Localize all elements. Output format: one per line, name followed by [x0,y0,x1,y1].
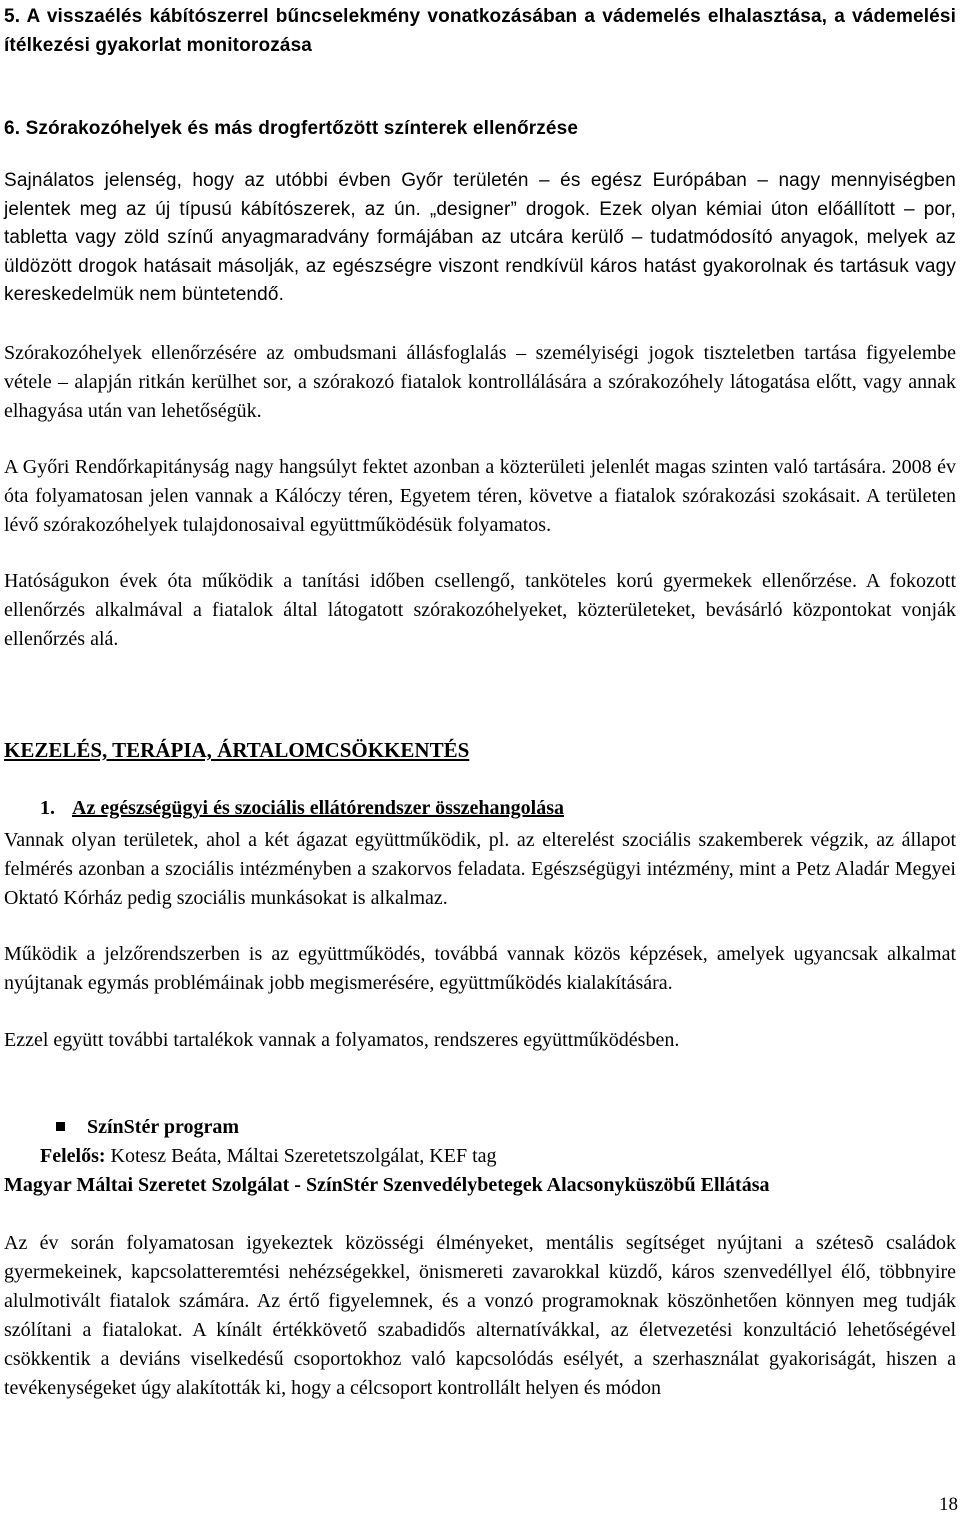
page-number: 18 [939,1494,958,1515]
program-title-row [4,1113,956,1142]
paragraph-reserves: Ezzel együtt további tartalékok vannak a folyamatos, rendszeres együttműködésben. [4,1029,680,1051]
program-responsible [40,1142,940,1171]
responsible-value: Kotesz Beáta, Máltai Szeretetszolgálat, KEF tag [105,1145,497,1167]
program-title: SzínStér program [87,1116,240,1138]
program-org-heading: Magyar Máltai Szeretet Szolgálat - SzínStér Szenvedélybetegek Alacsonyküszöbű Ellátása [4,1174,770,1196]
paragraph-police: A Győri Rendőrkapitányság nagy hangsúlyt fektet azonban a közterületi jelenlét magas szinten való tartására. 2008 év óta folyamatosan jelen vannak a Kálóczy téren, Egyetem téren, követve a fiatalok szórakozási szokásait. A területen lévő szórakozóhelyek tulajdonosaival együttműködésük folyamatos. [4,456,956,536]
program-description: Az év során folyamatosan igyekeztek közösségi élményeket, mentális segítséget nyújtani a szétesõ családok gyermekeinek, kapcsolatteremtési nehézségekkel, önismereti zavarokkal küzdő, káros szenvedéllyel élő, többnyire alulmotivált fiatalok számára. Az értő figyelemnek, és a vonzó programoknak köszönhetően könnyen meg tudják szólítani a fiatalokat. A kínált értékkövető szabadidős alternatívákkal, az életvezetési konzultáció lehetőségével csökkentik a deviáns viselkedésű csoportokhoz való kapcsolódás esélyét, a szerhasználat gyakoriságát, hiszen a tevékenységeket úgy alakították ki, hogy a célcsoport kontrollált helyen és módon [4,1232,956,1399]
section5-heading: 5. A visszaélés kábítószerrel bűncselekmény vonatkozásában a vádemelés elhalasztása, a vádemelési ítélkezési gyakorlat monitorozása [4,6,956,56]
paragraph-cooperation: Vannak olyan területek, ahol a két ágazat együttműködik, pl. az elterelést szociális szakemberek végzik, az állapot felmérés azonban a szociális intézményben a szakorvos feladata. Egészségügyi intézmény, mint a Petz Aladár Megyei Oktató Kórház pedig szociális munkásokat is alkalmaz. [4,829,956,909]
paragraph-ombudsman: Szórakozóhelyek ellenőrzésére az ombudsmani állásfoglalás – személyiségi jogok tiszteletben tartása figyelembe vétele – alapján ritkán kerülhet sor, a szórakozó fiatalok kontrollálására a szórakozóhely látogatása előtt, vagy annak elhagyása után van lehetőségük. [4,342,956,422]
square-bullet-icon [56,1122,65,1131]
subsection-1-heading [40,797,940,820]
main-heading: KEZELÉS, TERÁPIA, ÁRTALOMCSÖKKENTÉS [4,738,470,762]
responsible-label: Felelős: [40,1145,106,1167]
paragraph-designer-drugs: Sajnálatos jelenség, hogy az utóbbi évben Győr területén – és egész Európában – nagy mennyiségben jelentek meg az új típusú kábítószerek, az ún. „designer” drogok. Ezek olyan kémiai úton előállított – por, tabletta vagy zöld színű anyagmaradvány formájában az utcára kerülő – tudatmódosító anyagok, melyek az üldözött drogok hatásait másolják, az egészségre viszont rendkívül káros hatást gyakorolnak és tartásuk vagy kereskedelmük nem büntetendő. [4,170,956,305]
subsection-number: 1. [40,797,55,819]
section6-heading: 6. Szórakozóhelyek és más drogfertőzött színterek ellenőrzése [4,118,579,139]
subsection-title: Az egészségügyi és szociális ellátórendszer összehangolása [72,797,564,819]
paragraph-signal-system: Működik a jelzőrendszerben is az együttműködés, továbbá vannak közös képzések, amelyek ugyancsak alkalmat nyújtanak egymás problémáinak jobb megismerésére, együttműködés kialakítására. [4,943,956,994]
paragraph-truancy: Hatóságukon évek óta működik a tanítási időben csellengő, tanköteles korú gyermekek ellenőrzése. A fokozott ellenőrzés alkalmával a fiatalok által látogatott szórakozóhelyeket, közterületeket, bevásárló központokat vonják ellenőrzés alá. [4,570,956,650]
